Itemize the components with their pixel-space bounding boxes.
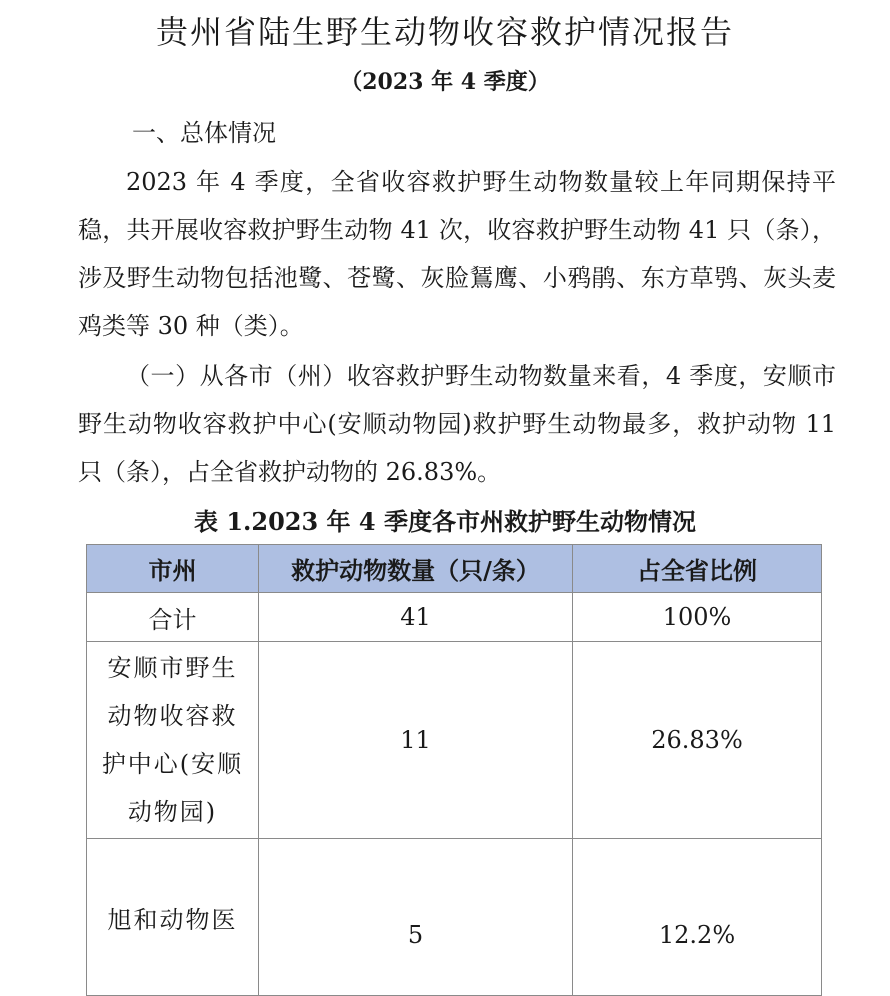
cell-ratio: 12.2% — [573, 839, 822, 996]
table-header-row — [87, 545, 822, 593]
cell-count: 5 — [259, 839, 573, 996]
table-row — [87, 593, 822, 642]
table-row — [87, 839, 822, 996]
report-title: 贵州省陆生野生动物收容救护情况报告 — [155, 13, 734, 51]
header-ratio: 占全省比例 — [573, 545, 822, 593]
table-row — [87, 642, 822, 839]
cell-city: 安顺市野生动物收容救护中心(安顺动物园) — [87, 642, 259, 839]
header-count: 救护动物数量（只/条） — [259, 545, 573, 593]
table-caption: 表 1.2023 年 4 季度各市州救护野生动物情况 — [194, 507, 696, 536]
header-city: 市州 — [87, 545, 259, 593]
section-heading-overview: 一、总体情况 — [132, 119, 276, 147]
cell-ratio: 26.83% — [573, 642, 822, 839]
cell-city: 合计 — [87, 593, 259, 642]
paragraph-overview: 2023 年 4 季度，全省收容救护野生动物数量较上年同期保持平稳，共开展收容救护野生动物 41 次，收容救护野生动物 41 只（条），涉及野生动物包括池鹭、苍鹭、灰脸鵟鹰、小鸦鹃、东方草鸮、灰头麦鸡类等 30 种（类）。 — [78, 168, 836, 340]
rescue-table — [86, 544, 822, 996]
cell-ratio: 100% — [573, 593, 822, 642]
cell-count: 11 — [259, 642, 573, 839]
cell-count: 41 — [259, 593, 573, 642]
paragraph-city-summary: （一）从各市（州）收容救护野生动物数量来看，4 季度，安顺市野生动物收容救护中心(安顺动物园)救护野生动物最多，救护动物 11 只（条），占全省救护动物的 26.83%。 — [78, 362, 836, 486]
cell-city: 旭和动物医 — [87, 839, 259, 996]
report-subtitle: （2023 年 4 季度） — [340, 69, 550, 95]
